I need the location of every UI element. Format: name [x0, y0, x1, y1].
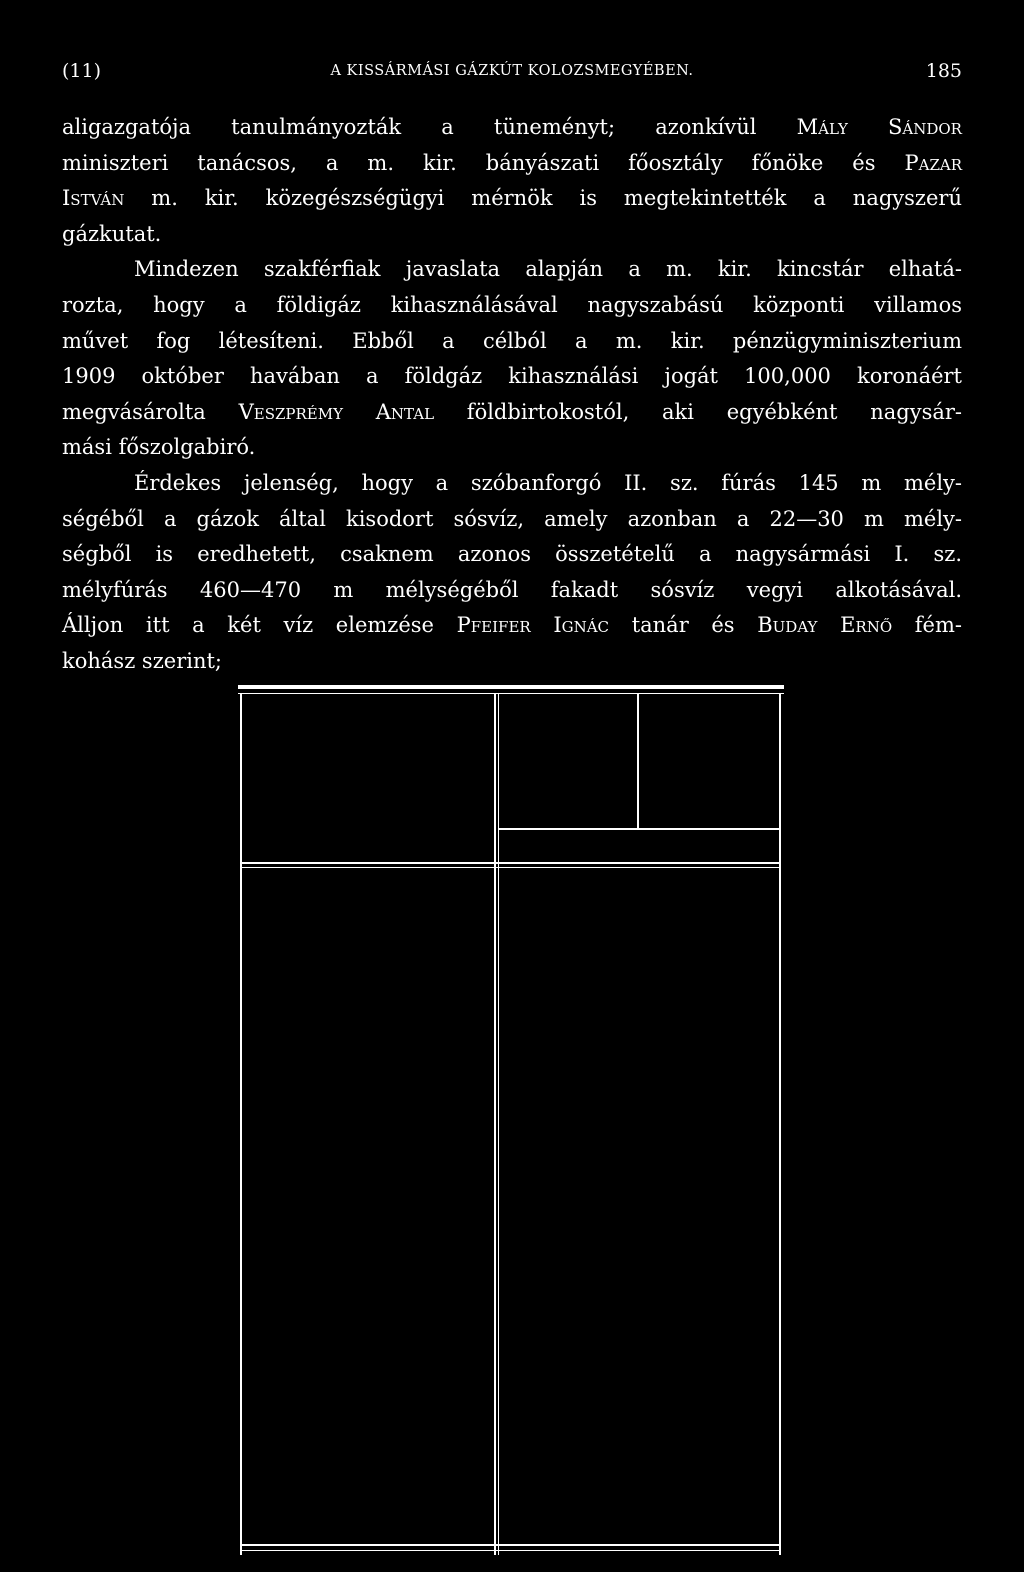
running-title: A KISSÁRMÁSI GÁZKÚT KOLOZSMEGYÉBEN. [330, 63, 694, 79]
text-line: mélyfúrás 460—470 m mélységéből fakadt sósvíz vegyi alkotásával. [62, 577, 962, 602]
text-line: gázkutat. [62, 221, 162, 246]
text-line: művet fog létesíteni. Ebből a célból a m. kir. pénzügyminiszterium [62, 328, 962, 353]
page-number: 185 [925, 60, 962, 82]
person-name: Mály Sándor [796, 115, 962, 139]
text-line: miniszteri tanácsos, a m. kir. bányászati főosztály főnöke és Pazar [62, 150, 962, 175]
table-row-rule [240, 1550, 781, 1551]
text-line: Álljon itt a két víz elemzése Pfeifer Ignác tanár és Buday Ernő fém- [62, 613, 962, 638]
table-rule [238, 693, 784, 694]
paragraph-start: Mindezen szakférfiak javaslata alapján a m. kir. kincstár elhatá- [134, 257, 962, 282]
table-header-subrule [498, 828, 781, 830]
table-header-rule [240, 862, 781, 864]
table-column-divider [494, 693, 496, 1555]
table-header-rule [240, 867, 781, 868]
table-left-border [240, 693, 242, 1555]
table-column-divider [498, 693, 499, 1555]
table-row-rule [240, 1544, 781, 1546]
section-number: (11) [62, 60, 102, 82]
text-line: István m. kir. közegészségügyi mérnök is megtekintették a nagyszerű [62, 186, 962, 211]
body-text [62, 110, 962, 680]
text-line: ségéből a gázok által kisodort sósvíz, amely azonban a 22—30 m mély- [62, 506, 962, 531]
person-name: Buday Ernő [757, 613, 893, 638]
table-right-border [779, 693, 781, 1555]
table-top-rule [238, 685, 784, 689]
text-line: 1909 október havában a földgáz kihasználási jogát 100,000 koronáért [62, 364, 962, 389]
text-line: ségből is eredhetett, csaknem azonos összetételű a nagysármási I. sz. [62, 542, 962, 567]
table-column-divider [637, 693, 639, 828]
text-line: kohász szerint; [62, 648, 222, 673]
text-line: megvásárolta Veszprémy Antal földbirtokostól, aki egyébként nagysár- [62, 399, 962, 424]
person-name: Pfeifer Ignác [456, 613, 610, 638]
paragraph-start: Érdekes jelenség, hogy a szóbanforgó II. sz. fúrás 145 m mély- [134, 470, 962, 495]
text-line: rozta, hogy a földigáz kihasználásával nagyszabású központi villamos [62, 292, 962, 317]
text-line: aligazgatója tanulmányozták a tüneményt; azonkívül Mály Sándor [62, 115, 962, 139]
person-name: Veszprémy Antal [238, 399, 435, 424]
running-header [62, 58, 962, 84]
person-name: István [62, 186, 125, 211]
text-line: mási főszolgabiró. [62, 435, 256, 460]
person-name: Pazar [904, 150, 962, 175]
